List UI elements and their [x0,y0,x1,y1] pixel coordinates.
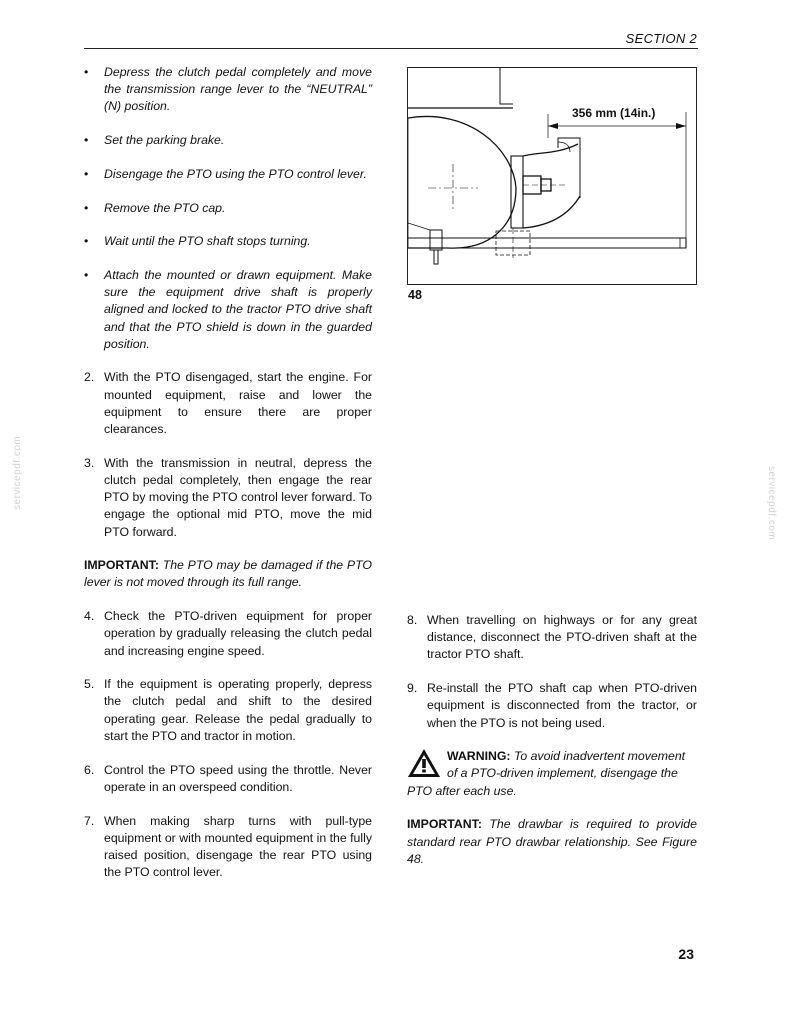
bullet-item: • Attach the mounted or drawn equipment. Make sure the equipment drive shaft is properly aligned and locked to the tractor PTO drive shaft and that the PTO shield is down in the guarded position. [84,267,372,353]
warning-label: WARNING: [447,749,514,764]
important-label: IMPORTANT: [407,817,490,832]
page-number: 23 [678,946,694,962]
bullet-item: • Disengage the PTO using the PTO control lever. [84,166,372,183]
important-text: The drawbar is required to provide standard rear PTO drawbar relationship. See Figure 48. [407,817,697,866]
figure-number: 48 [408,288,422,302]
warning-text: To avoid inadvertent movement of a PTO-driven implement, disengage the PTO after each use. [407,749,686,798]
step-text: With the PTO disengaged, start the engine. For mounted equipment, raise and lower the equipment to ensure there are proper clearances. [104,370,372,437]
step-item [407,680,697,732]
figure-48 [407,67,697,285]
important-label: IMPORTANT: [84,558,163,573]
step-number: 5. [84,677,95,692]
step-number: 3. [84,455,95,470]
step-item [84,762,372,796]
step-item [84,369,372,438]
step-item [84,455,372,541]
step-text: When making sharp turns with pull-type equipment or with mounted equipment in the fully raised position, disengage the rear PTO using the PTO control lever. [104,813,372,880]
pto-drawbar-diagram [408,68,696,284]
warning-note [407,748,697,800]
bullet-item: • Wait until the PTO shaft stops turning. [84,233,372,250]
bullet-item: • Depress the clutch pedal completely and move the transmission range lever to the “NEUTRAL” (N) position. [84,64,372,116]
right-column [407,612,697,884]
step-text: Check the PTO-driven equipment for proper operation by gradually releasing the clutch pedal and increasing engine speed. [104,609,372,658]
section-title: SECTION 2 [625,31,697,46]
step-text: When travelling on highways or for any great distance, disconnect the PTO-driven shaft at the tractor PTO shaft. [427,613,697,662]
warning-icon [407,748,441,778]
step-text: Re-install the PTO shaft cap when PTO-driven equipment is disconnected from the tractor, or when the PTO is not being used. [427,681,697,730]
watermark-right: servicepdf.com [766,466,777,541]
header-rule [84,48,698,49]
step-number: 7. [84,813,95,828]
step-number: 4. [84,609,95,624]
step-item [84,813,372,882]
important-note [84,557,372,591]
important-text: The PTO may be damaged if the PTO lever is not moved through its full range. [84,558,372,590]
step-text: If the equipment is operating properly, depress the clutch pedal and shift to the desired operating gear. Release the pedal gradually to start the PTO and tractor in motion. [104,677,372,743]
bullet-item: • Remove the PTO cap. [84,200,372,217]
watermark-left: servicepdf.com [12,435,23,510]
step-text: With the transmission in neutral, depress the clutch pedal completely, then engage the rear PTO by moving the PTO control lever forward. To engage the optional mid PTO, move the mid PTO forward. [104,455,372,539]
dimension-label: 356 mm (14in.) [569,106,658,120]
step-number: 8. [407,613,418,627]
step-item [84,608,372,660]
step-number: 6. [84,762,95,777]
step-number: 2. [84,370,95,385]
step-item [407,612,697,664]
step-number: 9. [407,681,418,696]
step-text: Control the PTO speed using the throttle. Never operate in an overspeed condition. [104,762,372,794]
step-item [84,676,372,745]
important-note [407,816,697,868]
bullet-item: • Set the parking brake. [84,132,372,149]
left-column [84,64,372,898]
